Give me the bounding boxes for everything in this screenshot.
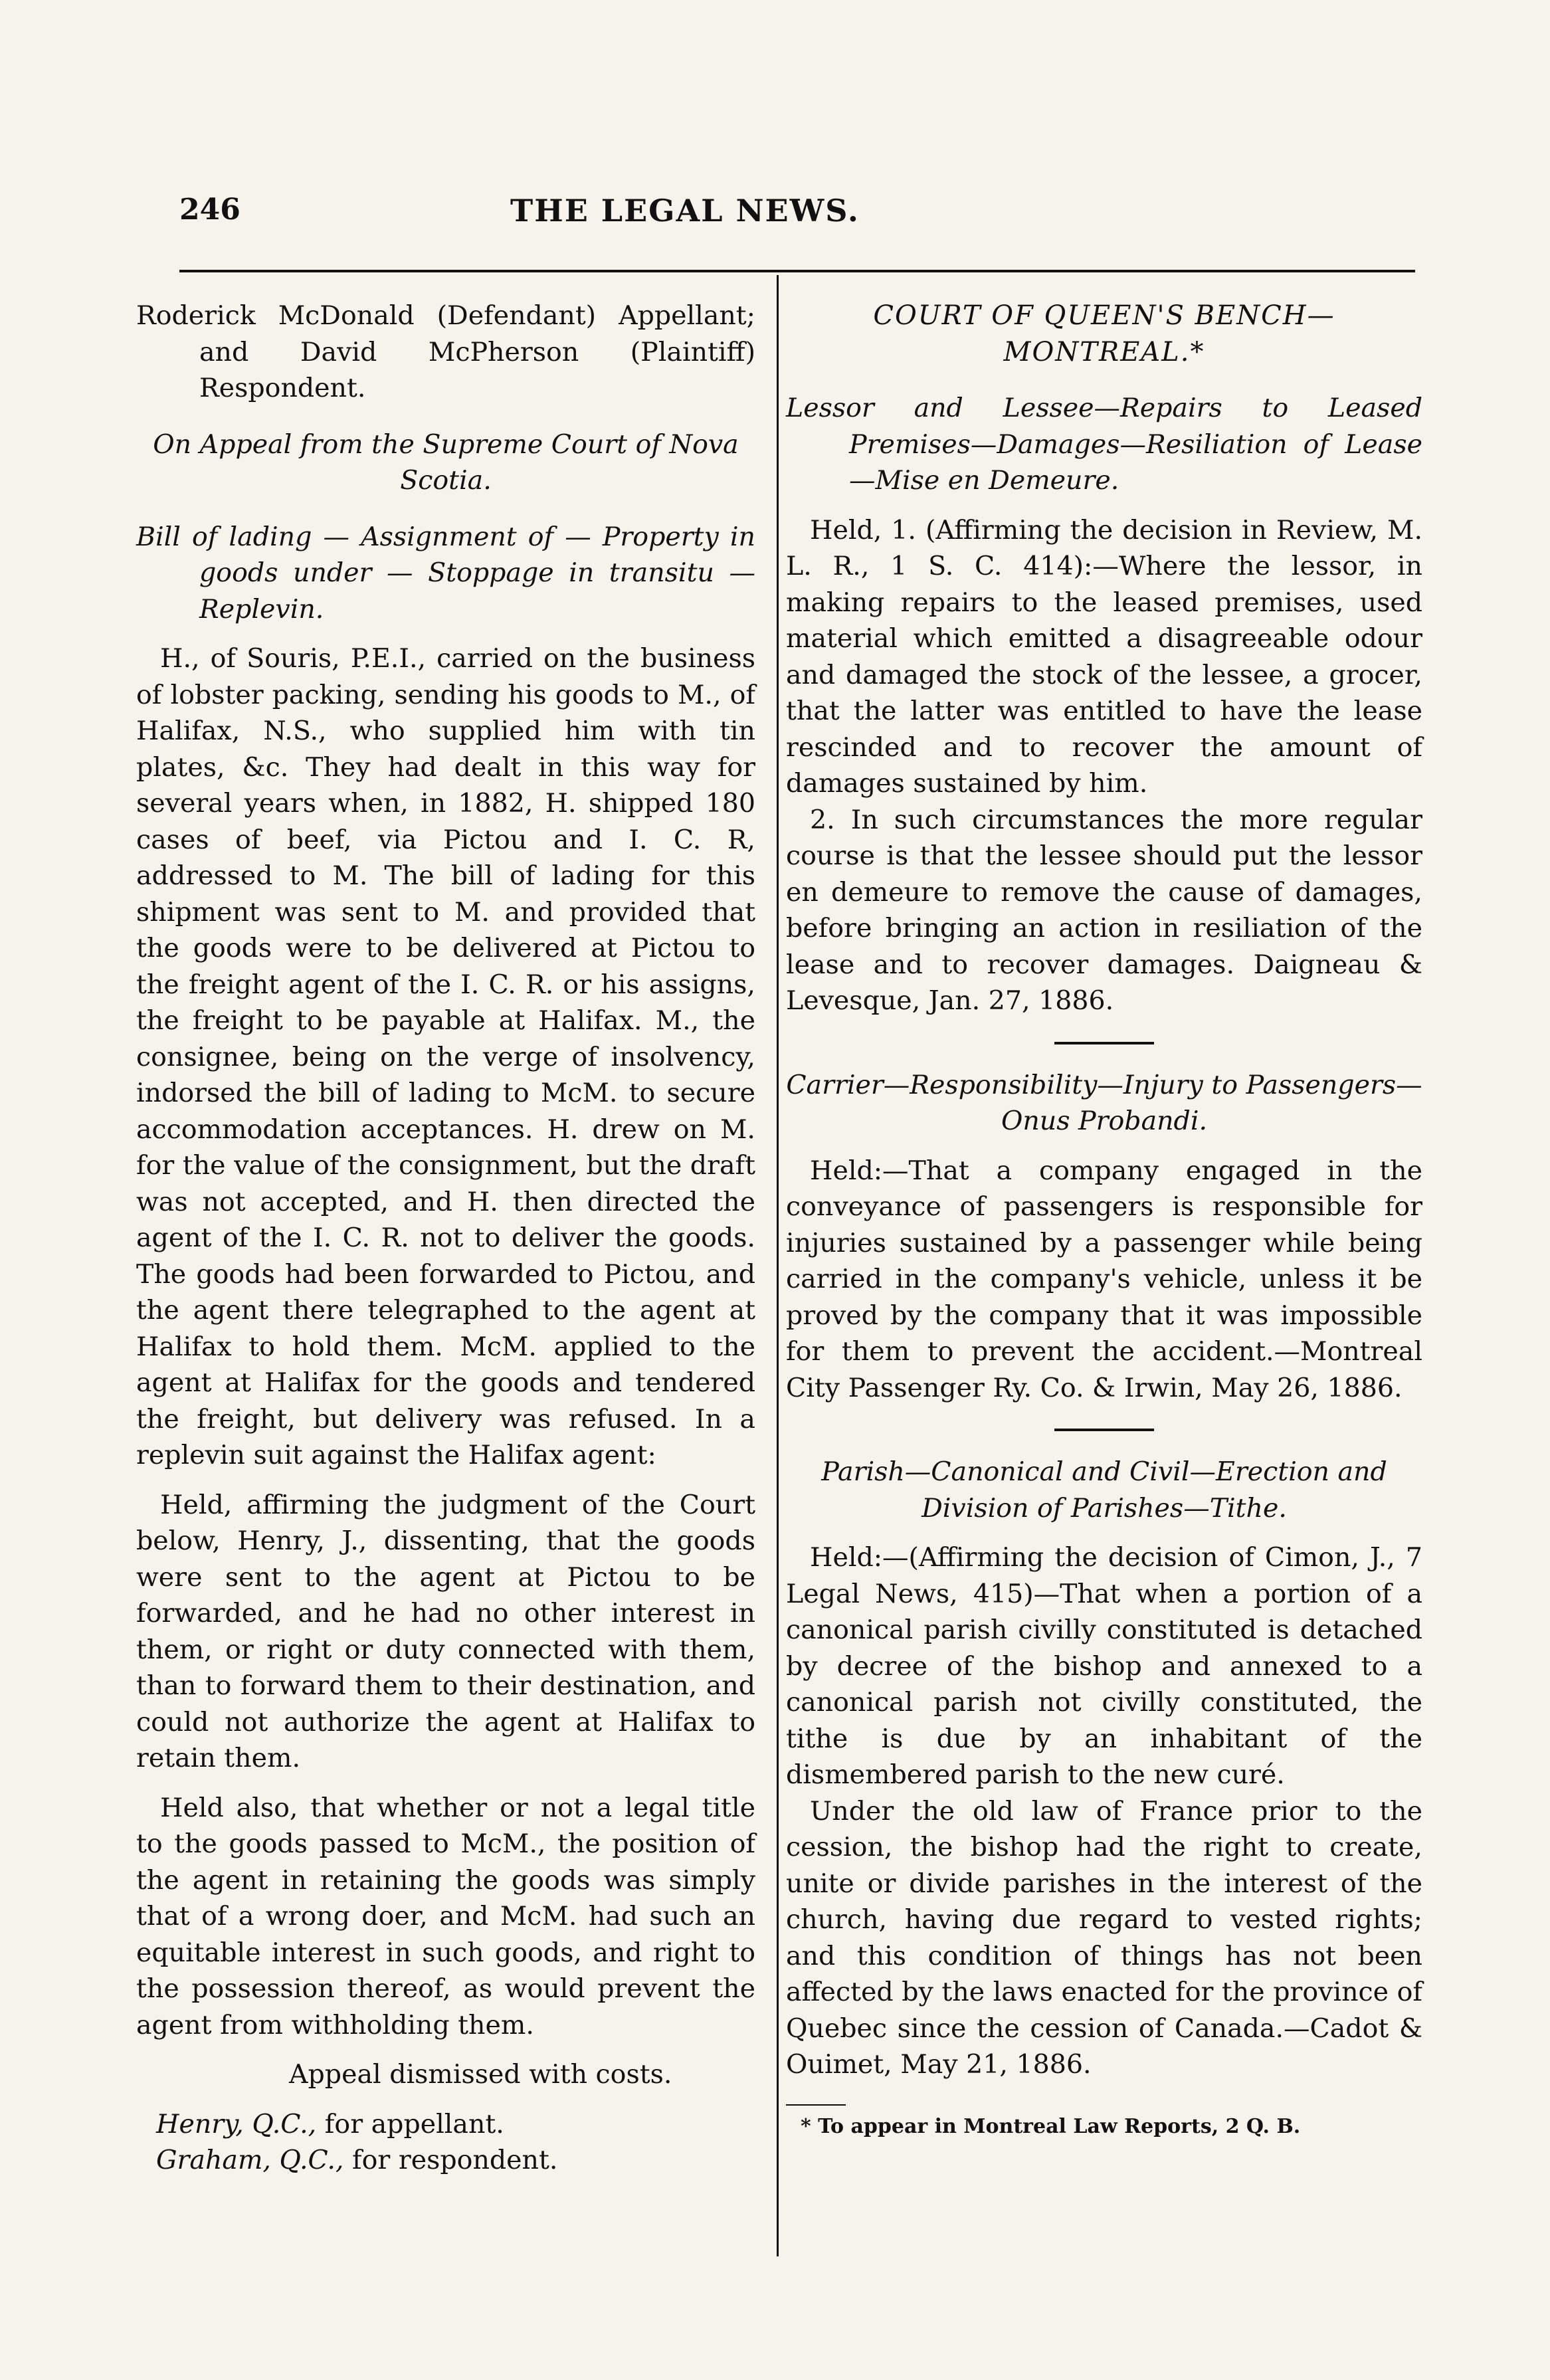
section-divider <box>1054 1429 1154 1431</box>
column-divider <box>777 275 779 2256</box>
counsel-name: Graham, Q.C., <box>156 2145 344 2175</box>
right-column <box>786 298 1422 2140</box>
counsel-line <box>136 2142 755 2179</box>
case-paragraph: Held:—(Affirming the decision of Cimon, J., 7 Legal News, 415)—That when a portion of a canonical parish civilly constituted is detached by decree of the bishop and annexed to a canonical parish not civilly constituted, the tithe is due by an inhabitant of the dismembered parish to the new curé. <box>786 1542 1422 1790</box>
left-column <box>136 298 755 2179</box>
court-title-location: MONTREAL.* <box>1003 336 1205 367</box>
page-number: 246 <box>179 193 241 227</box>
header-rule <box>179 270 1415 272</box>
counsel-role: for appellant. <box>324 2108 504 2139</box>
held-also-paragraph: Held also, that whether or not a legal title to the goods passed to McM., the position of the agent in retaining the goods was simply that of a wrong doer, and McM. had such an equitable interest in such goods, and right to the possession thereof, as would prevent the agent from withholding them. <box>136 1792 755 2040</box>
counsel-role: for respondent. <box>352 2145 558 2175</box>
disposition: Appeal dismissed with costs. <box>289 2059 672 2090</box>
case-title: Carrier—Responsibility—Injury to Passengers—Onus Probandi. <box>786 1069 1422 1136</box>
case-title: Parish—Canonical and Civil—Erection and Division of Parishes—Tithe. <box>821 1456 1387 1524</box>
footnote-rule <box>786 2104 846 2106</box>
counsel-name: Henry, Q.C., <box>156 2108 317 2139</box>
running-head: THE LEGAL NEWS. <box>510 193 860 229</box>
facts-paragraph: H., of Souris, P.E.I., carried on the business of lobster packing, sending his goods to M., of Halifax, N.S., who supplied him with tin plates, &c. They had dealt in this way for several years when, in 1882, H. shipped 180 cases of beef, via Pictou and I. C. R, addressed to M. The bill of lading for this shipment was sent to M. and provided that the goods were to be delivered at Pictou to the freight agent of the I. C. R. or his assigns, the freight to be payable at Halifax. M., the consignee, being on the verge of insolvency, indorsed the bill of lading to McM. to secure accommodation acceptances. H. drew on M. for the value of the consignment, but the draft was not accepted, and H. then directed the agent of the I. C. R. not to deliver the goods. The goods had been forwarded to Pictou, and the agent there telegraphed to the agent at Halifax to hold them. McM. applied to the agent at Halifax for the goods and tendered the freight, but delivery was refused. In a replevin suit against the Halifax agent: <box>136 643 755 1470</box>
headnote: Bill of lading — Assignment of — Property in goods under — Stoppage in transitu — Replevin. <box>136 521 755 625</box>
counsel-line <box>136 2106 755 2143</box>
case-paragraph: Held, 1. (Affirming the decision in Review, M. L. R., 1 S. C. 414):—Where the lessor, in making repairs to the leased premises, used material which emitted a disagreeable odour and damaged the stock of the lessee, a grocer, that the latter was entitled to have the lease rescinded and to recover the amount of damages sustained by him. <box>786 514 1422 799</box>
case-paragraph: 2. In such circumstances the more regular course is that the lessee should put the lessor en demeure to remove the cause of damages, before bringing an action in resiliation of the lease and to recover damages. Daigneau & Levesque, Jan. 27, 1886. <box>786 804 1422 1016</box>
section-divider <box>1054 1042 1154 1044</box>
court-line: On Appeal from the Supreme Court of Nova Scotia. <box>153 429 739 496</box>
case-paragraph: Under the old law of France prior to the cession, the bishop had the right to create, unite or divide parishes in the interest of the church, having due regard to vested rights; and this condition of things has not been affected by the laws enacted for the province of Quebec since the cession of Canada.—Cadot & Ouimet, May 21, 1886. <box>786 1795 1422 2080</box>
footnote: * To appear in Montreal Law Reports, 2 Q. B. <box>801 2114 1301 2138</box>
held-paragraph: Held, affirming the judgment of the Court below, Henry, J., dissenting, that the goods were sent to the agent at Pictou to be forwarded, and he had no other interest in them, or right or duty connected with them, than to forward them to their destination, and could not authorize the agent at Halifax to retain them. <box>136 1489 755 1773</box>
counsel-list <box>136 2106 755 2179</box>
case-parties: Roderick McDonald (Defendant) Appellant; and David McPherson (Plaintiff) Respondent. <box>136 300 755 403</box>
case-title: Lessor and Lessee—Repairs to Leased Premises—Damages—Resiliation of Lease—Mise en Demeure. <box>786 393 1422 496</box>
court-title: COURT OF QUEEN'S BENCH— <box>873 300 1335 331</box>
case-paragraph: Held:—That a company engaged in the conveyance of passengers is responsible for injuries sustained by a passenger while being carried in the company's vehicle, unless it be proved by the company that it was impossible for them to prevent the accident.—Montreal City Passenger Ry. Co. & Irwin, May 26, 1886. <box>786 1155 1422 1403</box>
